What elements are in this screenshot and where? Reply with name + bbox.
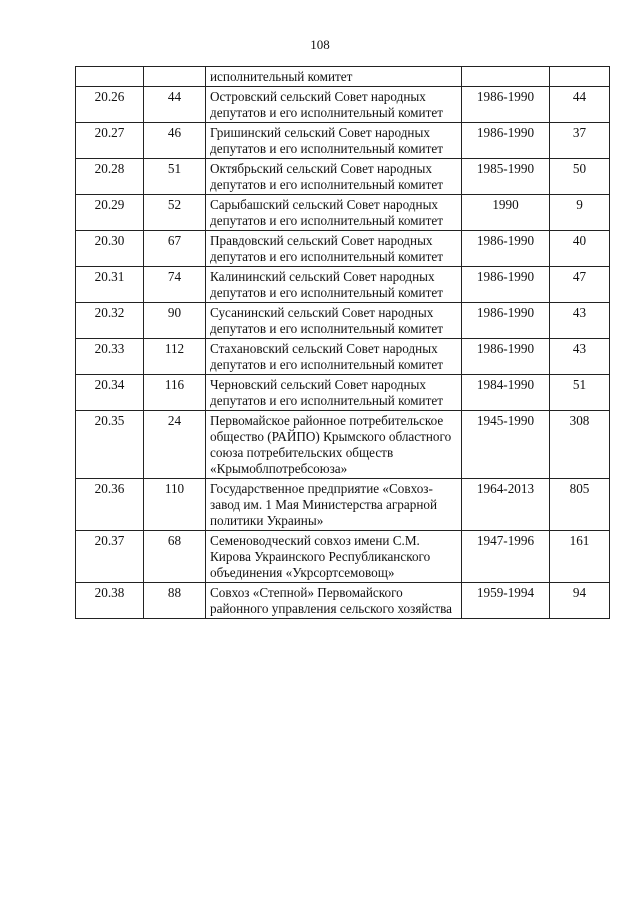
- units-count-cell: 161: [550, 531, 610, 583]
- fund-number-cell: 88: [144, 583, 206, 619]
- units-count-cell: 9: [550, 195, 610, 231]
- units-count-cell: 43: [550, 303, 610, 339]
- row-number-cell: 20.36: [76, 479, 144, 531]
- table-row: [76, 267, 610, 303]
- table-row: [76, 195, 610, 231]
- units-count-cell: 94: [550, 583, 610, 619]
- row-number-cell: 20.26: [76, 87, 144, 123]
- units-count-cell: 805: [550, 479, 610, 531]
- years-cell: 1986-1990: [462, 339, 550, 375]
- table-row: [76, 87, 610, 123]
- fund-number-cell: 116: [144, 375, 206, 411]
- fund-number-cell: [144, 67, 206, 87]
- years-cell: [462, 67, 550, 87]
- fund-name-cell: Сарыбашский сельский Совет народных депутатов и его исполнительный комитет: [206, 195, 462, 231]
- row-number-cell: 20.37: [76, 531, 144, 583]
- fund-number-cell: 46: [144, 123, 206, 159]
- table-row: [76, 67, 610, 87]
- fund-name-cell: Сусанинский сельский Совет народных депутатов и его исполнительный комитет: [206, 303, 462, 339]
- table-row: [76, 303, 610, 339]
- units-count-cell: 51: [550, 375, 610, 411]
- row-number-cell: 20.35: [76, 411, 144, 479]
- row-number-cell: 20.33: [76, 339, 144, 375]
- years-cell: 1986-1990: [462, 303, 550, 339]
- table-row: [76, 583, 610, 619]
- fund-number-cell: 68: [144, 531, 206, 583]
- years-cell: 1947-1996: [462, 531, 550, 583]
- fund-number-cell: 67: [144, 231, 206, 267]
- fund-name-cell: Гришинский сельский Совет народных депутатов и его исполнительный комитет: [206, 123, 462, 159]
- units-count-cell: 308: [550, 411, 610, 479]
- row-number-cell: 20.27: [76, 123, 144, 159]
- fund-name-cell: Островский сельский Совет народных депутатов и его исполнительный комитет: [206, 87, 462, 123]
- fund-name-cell: Государственное предприятие «Совхоз- завод им. 1 Мая Министерства аграрной политики Украины»: [206, 479, 462, 531]
- fund-number-cell: 90: [144, 303, 206, 339]
- fund-number-cell: 51: [144, 159, 206, 195]
- table-row: [76, 479, 610, 531]
- units-count-cell: 44: [550, 87, 610, 123]
- archive-fund-table: [75, 66, 610, 619]
- table-row: [76, 123, 610, 159]
- units-count-cell: [550, 67, 610, 87]
- row-number-cell: 20.31: [76, 267, 144, 303]
- table-row: [76, 339, 610, 375]
- units-count-cell: 43: [550, 339, 610, 375]
- fund-name-cell: Правдовский сельский Совет народных депутатов и его исполнительный комитет: [206, 231, 462, 267]
- table-row: [76, 231, 610, 267]
- fund-name-cell: Октябрьский сельский Совет народных депутатов и его исполнительный комитет: [206, 159, 462, 195]
- years-cell: 1986-1990: [462, 231, 550, 267]
- units-count-cell: 40: [550, 231, 610, 267]
- years-cell: 1984-1990: [462, 375, 550, 411]
- row-number-cell: 20.28: [76, 159, 144, 195]
- fund-number-cell: 112: [144, 339, 206, 375]
- years-cell: 1959-1994: [462, 583, 550, 619]
- years-cell: 1986-1990: [462, 87, 550, 123]
- fund-name-cell: Семеноводческий совхоз имени С.М. Кирова Украинского Республиканского объединения «Укрсортсемовощ»: [206, 531, 462, 583]
- fund-name-cell: Совхоз «Степной» Первомайского районного управления сельского хозяйства: [206, 583, 462, 619]
- table-row: [76, 375, 610, 411]
- row-number-cell: [76, 67, 144, 87]
- years-cell: 1964-2013: [462, 479, 550, 531]
- fund-number-cell: 74: [144, 267, 206, 303]
- row-number-cell: 20.34: [76, 375, 144, 411]
- table-row: [76, 531, 610, 583]
- years-cell: 1986-1990: [462, 123, 550, 159]
- units-count-cell: 47: [550, 267, 610, 303]
- page-number: 108: [310, 37, 330, 52]
- fund-name-cell: Стахановский сельский Совет народных депутатов и его исполнительный комитет: [206, 339, 462, 375]
- units-count-cell: 37: [550, 123, 610, 159]
- years-cell: 1985-1990: [462, 159, 550, 195]
- fund-name-cell: Черновский сельский Совет народных депутатов и его исполнительный комитет: [206, 375, 462, 411]
- table-row: [76, 159, 610, 195]
- years-cell: 1990: [462, 195, 550, 231]
- units-count-cell: 50: [550, 159, 610, 195]
- fund-number-cell: 44: [144, 87, 206, 123]
- row-number-cell: 20.32: [76, 303, 144, 339]
- row-number-cell: 20.38: [76, 583, 144, 619]
- fund-number-cell: 110: [144, 479, 206, 531]
- years-cell: 1986-1990: [462, 267, 550, 303]
- table-row: [76, 411, 610, 479]
- fund-number-cell: 52: [144, 195, 206, 231]
- fund-name-cell: Первомайское районное потребительское общество (РАЙПО) Крымского областного союза потребительских обществ «Крымоблпотребсоюза»: [206, 411, 462, 479]
- row-number-cell: 20.29: [76, 195, 144, 231]
- years-cell: 1945-1990: [462, 411, 550, 479]
- table-body: [76, 67, 610, 619]
- row-number-cell: 20.30: [76, 231, 144, 267]
- fund-number-cell: 24: [144, 411, 206, 479]
- fund-name-cell: исполнительный комитет: [206, 67, 462, 87]
- fund-name-cell: Калининский сельский Совет народных депутатов и его исполнительный комитет: [206, 267, 462, 303]
